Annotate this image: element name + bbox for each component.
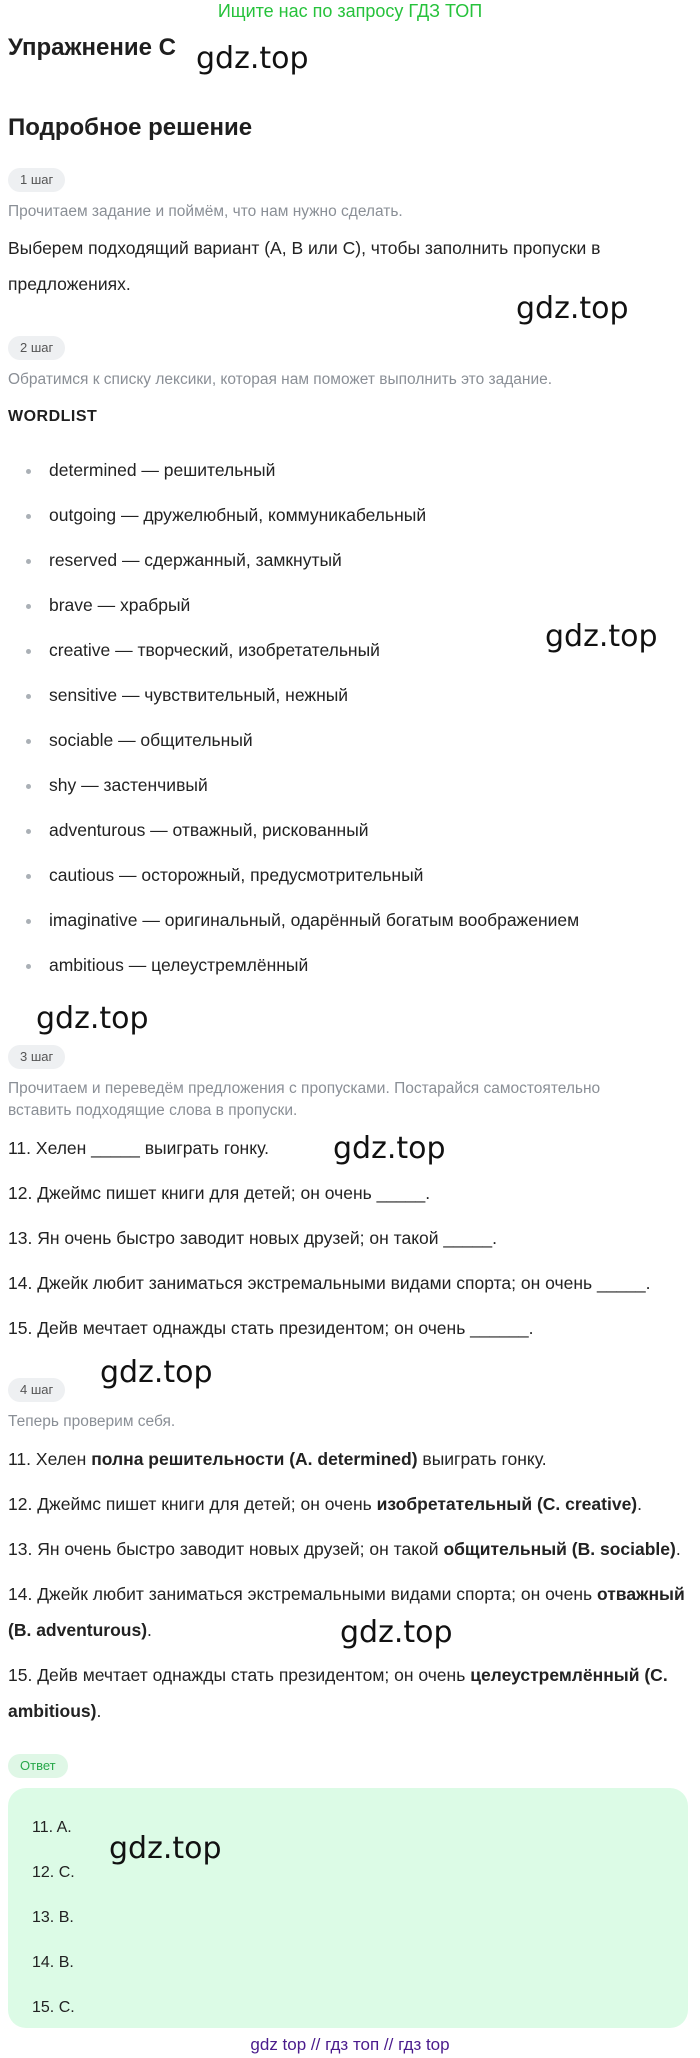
answer-box <box>8 1788 688 2028</box>
step-1-text: Выберем подходящий вариант (А, B или C), чтобы заполнить пропуски в предложениях. <box>8 238 601 294</box>
list-item <box>0 493 690 538</box>
check-text: . <box>675 1539 681 1559</box>
bullet-icon <box>26 559 31 564</box>
bullet-icon <box>26 739 31 744</box>
answer-badge: Ответ <box>8 1754 68 1778</box>
word-entry: sensitive — чувствительный, нежный <box>49 685 349 705</box>
step-hint-4: Теперь проверим себя. <box>8 1413 176 1430</box>
watermark-text: gdz.top <box>109 1831 222 1866</box>
check-sentence-15 <box>8 1657 688 1729</box>
list-item <box>0 853 690 898</box>
exercise-title: Упражнение C <box>8 34 176 61</box>
bullet-icon <box>26 964 31 969</box>
check-text: 11. Хелен <box>8 1449 92 1469</box>
list-item <box>0 673 690 718</box>
word-entry: cautious — осторожный, предусмотрительный <box>49 865 424 885</box>
check-text: 12. Джеймс пишет книги для детей; он очень <box>8 1494 377 1514</box>
check-answer: полна решительности (A. determined) <box>91 1449 418 1469</box>
word-entry: determined — решительный <box>49 460 276 480</box>
step-badge-3: 3 шаг <box>8 1045 65 1069</box>
word-entry: brave — храбрый <box>49 595 191 615</box>
word-entry: sociable — общительный <box>49 730 253 750</box>
answer-item: 15. C. <box>32 1999 75 2016</box>
step-hint-2: Обратимся к списку лексики, которая нам поможет выполнить это задание. <box>8 371 553 388</box>
bullet-icon <box>26 919 31 924</box>
gap-sentence-13: 13. Ян очень быстро заводит новых друзей; он такой _____. <box>8 1228 497 1248</box>
list-item <box>0 943 690 988</box>
bullet-icon <box>26 874 31 879</box>
gap-sentence-15: 15. Дейв мечтает однажды стать президентом; он очень ______. <box>8 1318 534 1338</box>
bullet-icon <box>26 514 31 519</box>
check-text: 15. Дейв мечтает однажды стать президентом; он очень <box>8 1665 471 1685</box>
bullet-icon <box>26 694 31 699</box>
check-text: выиграть гонку. <box>417 1449 547 1469</box>
word-entry: adventurous — отважный, рискованный <box>49 820 369 840</box>
list-item <box>0 898 690 943</box>
bullet-icon <box>26 604 31 609</box>
gap-sentence-12: 12. Джеймс пишет книги для детей; он очень _____. <box>8 1183 431 1203</box>
step-badge-2: 2 шаг <box>8 336 65 360</box>
check-answer: изобретательный (C. creative) <box>376 1494 638 1514</box>
watermark-text: gdz.top <box>36 1001 149 1036</box>
answer-item: 14. B. <box>32 1954 74 1971</box>
answer-item: 11. A. <box>32 1819 72 1836</box>
word-entry: creative — творческий, изобретательный <box>49 640 380 660</box>
check-answer: общительный (B. sociable) <box>443 1539 676 1559</box>
check-text: 14. Джейк любит заниматься экстремальными видами спорта; он очень <box>8 1584 597 1604</box>
word-entry: shy — застенчивый <box>49 775 208 795</box>
word-entry: ambitious — целеустремлённый <box>49 955 309 975</box>
list-item <box>0 808 690 853</box>
check-text: . <box>96 1701 102 1721</box>
bullet-icon <box>26 649 31 654</box>
footer-links: gdz top // гдз топ // гдз top <box>250 2035 450 2054</box>
answer-item: 13. B. <box>32 1909 74 1926</box>
wordlist <box>0 448 690 988</box>
step-badge-1: 1 шаг <box>8 168 65 192</box>
watermark-text: gdz.top <box>100 1355 213 1390</box>
gap-sentence-14: 14. Джейк любит заниматься экстремальными видами спорта; он очень _____. <box>8 1273 651 1293</box>
watermark-text: gdz.top <box>545 619 658 654</box>
bullet-icon <box>26 784 31 789</box>
check-text: 13. Ян очень быстро заводит новых друзей; он такой <box>8 1539 444 1559</box>
check-sentence-11 <box>8 1441 688 1477</box>
step-hint-3: Прочитаем и переведём предложения с пропусками. Постарайся самостоятельно вставить подходящие слова в пропуски. <box>8 1080 601 1119</box>
check-answer: отважный (B. adventurous) <box>8 1584 685 1640</box>
bullet-icon <box>26 829 31 834</box>
gap-sentence-11: 11. Хелен _____ выиграть гонку. <box>8 1138 269 1158</box>
watermark-text: gdz.top <box>340 1615 453 1650</box>
check-text: . <box>637 1494 643 1514</box>
check-answer: целеустремлённый (C. ambitious) <box>8 1665 668 1721</box>
check-sentence-13 <box>8 1531 688 1567</box>
watermark-text: gdz.top <box>333 1131 446 1166</box>
wordlist-title: WORDLIST <box>8 408 98 425</box>
word-entry: imaginative — оригинальный, одарённый богатым воображением <box>49 910 580 930</box>
top-banner: Ищите нас по запросу ГДЗ ТОП <box>217 1 483 21</box>
check-sentence-12 <box>8 1486 688 1522</box>
list-item <box>0 538 690 583</box>
answer-item: 12. C. <box>32 1864 75 1881</box>
step-hint-1: Прочитаем задание и поймём, что нам нужно сделать. <box>8 203 403 220</box>
solution-title: Подробное решение <box>8 114 253 141</box>
check-text: . <box>147 1620 152 1640</box>
watermark-text: gdz.top <box>196 41 309 76</box>
word-entry: reserved — сдержанный, замкнутый <box>49 550 342 570</box>
bullet-icon <box>26 469 31 474</box>
step-badge-4: 4 шаг <box>8 1378 65 1402</box>
list-item <box>0 763 690 808</box>
word-entry: outgoing — дружелюбный, коммуникабельный <box>49 505 427 525</box>
list-item <box>0 448 690 493</box>
list-item <box>0 718 690 763</box>
watermark-text: gdz.top <box>516 291 629 326</box>
